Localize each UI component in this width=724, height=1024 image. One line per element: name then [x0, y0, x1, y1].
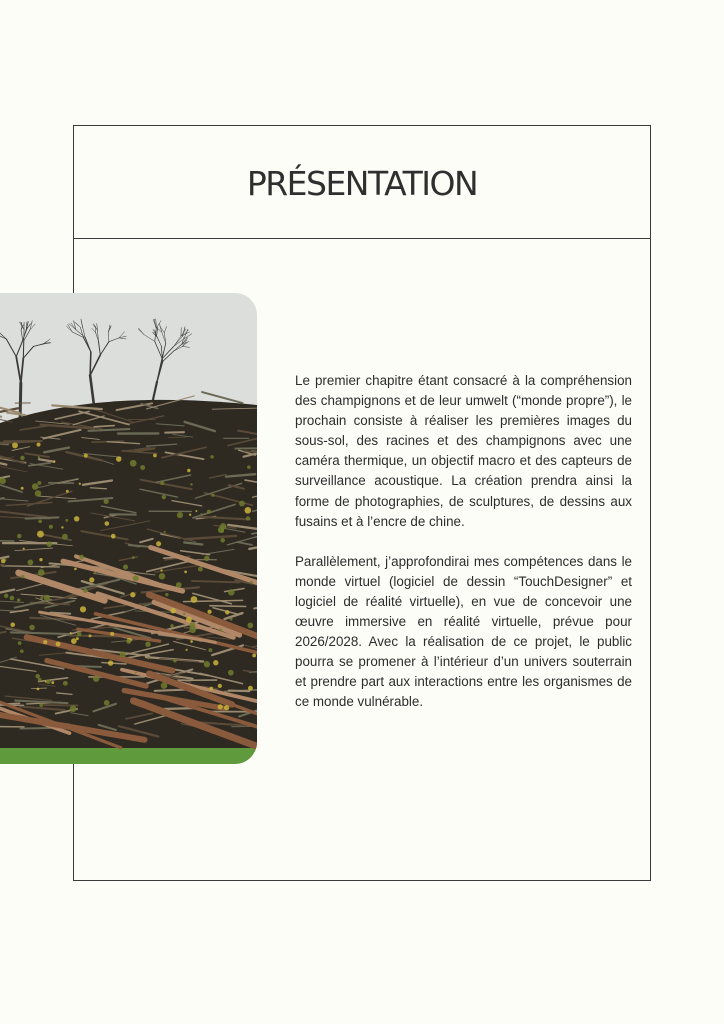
- leaf: [77, 632, 82, 637]
- leaf: [209, 687, 213, 691]
- leaf: [210, 455, 213, 458]
- leaf: [147, 657, 149, 659]
- leaf: [43, 640, 47, 644]
- leaf: [63, 681, 68, 686]
- leaf: [190, 483, 193, 486]
- leaf: [80, 606, 86, 612]
- leaf: [38, 456, 40, 458]
- leaf: [156, 541, 161, 546]
- title-box: [74, 126, 650, 239]
- leaf: [177, 512, 183, 518]
- leaf: [12, 442, 18, 448]
- leaf: [183, 613, 185, 615]
- leaf: [76, 637, 79, 640]
- leaf: [145, 641, 151, 647]
- presentation-text: [295, 371, 632, 733]
- paragraph-1: Le premier chapitre étant consacré à la compréhension des champignons et de leur umwelt (“monde propre”), le prochain consiste à réaliser les premières images du sous-sol, des racines et des champignons avec une caméra thermique, un objectif macro et des capteurs de surveillance acoustique. La création prendra ainsi la forme de photographies, de sculptures, de dessins aux fusains et à l’encre de chine.: [295, 373, 632, 529]
- leaf: [186, 617, 192, 623]
- leaf: [123, 565, 128, 570]
- leaf: [170, 624, 174, 628]
- leaf: [74, 516, 79, 521]
- leaf: [37, 481, 41, 485]
- leaf: [21, 575, 25, 579]
- leaf: [17, 598, 20, 601]
- leaf: [140, 465, 145, 470]
- leaf: [176, 582, 182, 588]
- leaf: [32, 483, 38, 489]
- leaf: [224, 705, 229, 710]
- leaf: [28, 560, 34, 566]
- leaf: [164, 531, 166, 533]
- leaf: [61, 526, 63, 528]
- leaf: [20, 649, 24, 653]
- leaf: [204, 556, 210, 562]
- leaf: [204, 661, 210, 667]
- leaf: [161, 682, 168, 689]
- leaf: [252, 654, 256, 658]
- leaf: [39, 703, 43, 707]
- leaf: [207, 610, 211, 614]
- leaf: [17, 534, 21, 538]
- leaf: [153, 454, 157, 458]
- leaf: [110, 632, 114, 636]
- leaf: [104, 700, 110, 706]
- leaf: [89, 577, 94, 582]
- leaf: [187, 469, 190, 472]
- leaf: [66, 490, 69, 493]
- leaf: [39, 558, 42, 561]
- leaf: [20, 456, 25, 461]
- leaf: [248, 686, 253, 691]
- leaf: [10, 596, 15, 601]
- leaf: [36, 442, 40, 446]
- leaf: [108, 660, 113, 665]
- leaf: [71, 638, 77, 644]
- leaf: [49, 525, 53, 529]
- pile-twig: [26, 517, 59, 518]
- leaf: [200, 513, 202, 515]
- leaf: [51, 681, 54, 684]
- leaf: [211, 494, 214, 497]
- pile-twig: [21, 728, 51, 729]
- leaf: [230, 618, 233, 621]
- leaf: [239, 501, 245, 507]
- leaf: [56, 642, 61, 647]
- leaf: [130, 592, 135, 597]
- leaf: [160, 481, 164, 485]
- leaf: [225, 610, 229, 614]
- leaf: [65, 519, 68, 522]
- leaf: [89, 634, 92, 637]
- leaf: [219, 629, 222, 632]
- leaf: [133, 575, 139, 581]
- leaf: [10, 622, 15, 627]
- leaf: [208, 648, 212, 652]
- leaf: [79, 483, 81, 485]
- leaf: [105, 521, 110, 526]
- leaf: [70, 705, 77, 712]
- leaf: [213, 660, 218, 665]
- leaf: [190, 640, 193, 643]
- leaf: [191, 596, 198, 603]
- leaf: [84, 454, 88, 458]
- leaf: [70, 632, 72, 634]
- leaf: [23, 548, 25, 550]
- leaf: [38, 519, 42, 523]
- leaf: [93, 675, 99, 681]
- leaf: [35, 490, 41, 496]
- leaf: [189, 514, 191, 516]
- leaf: [18, 641, 22, 645]
- leaf: [160, 569, 162, 571]
- leaf: [62, 534, 68, 540]
- leaf: [83, 588, 88, 593]
- leaf: [228, 589, 235, 596]
- paragraph-2: Parallèlement, j’approfondirai mes compétences dans le monde virtuel (logiciel de dessin “TouchDesigner” et logiciel de réalité virtuelle), en vue de concevoir une œuvre immersive en réalité virtuelle, prévue pour 2026/2028. Avec la réalisation de ce projet, le public pourra se promener à l’intérieur d’un univers souterrain et prendre part aux interactions entre les organismes de ce monde vulnérable.: [295, 553, 632, 710]
- leaf: [38, 569, 45, 576]
- leaf: [228, 670, 234, 676]
- leaf: [221, 529, 224, 532]
- leaf: [79, 555, 84, 560]
- leaf: [116, 456, 121, 461]
- leaf: [126, 639, 131, 644]
- leaf: [94, 572, 96, 574]
- pile-twig: [229, 691, 249, 692]
- pile-twig: [210, 606, 246, 607]
- leaf: [162, 495, 166, 499]
- leaf: [35, 674, 39, 678]
- branch-pile-illustration: [0, 293, 257, 764]
- leaf: [1, 559, 5, 563]
- leaf: [218, 704, 223, 709]
- leaf: [220, 538, 225, 543]
- branch-pile-photo: [0, 293, 257, 764]
- leaf: [38, 678, 42, 682]
- leaf: [120, 651, 126, 657]
- leaf: [37, 688, 40, 691]
- leaf: [132, 556, 135, 559]
- leaf: [165, 593, 168, 596]
- leaf: [211, 615, 213, 617]
- leaf: [185, 649, 187, 651]
- pile-twig: [0, 541, 14, 542]
- leaf: [74, 568, 77, 571]
- leaf: [104, 499, 109, 504]
- leaf: [247, 622, 253, 628]
- leaf: [173, 659, 176, 662]
- leaf: [46, 679, 51, 684]
- leaf: [47, 541, 53, 547]
- leaf: [247, 465, 251, 469]
- leaf: [111, 534, 116, 539]
- leaf: [159, 573, 166, 580]
- tree-branch: [90, 352, 91, 375]
- leaf: [44, 595, 50, 601]
- leaf: [245, 507, 252, 514]
- leaf: [207, 510, 211, 514]
- leaf: [250, 581, 253, 584]
- leaf: [37, 531, 44, 538]
- leaf: [40, 596, 43, 599]
- leaf: [135, 672, 137, 674]
- leaf: [218, 684, 222, 688]
- leaf: [29, 625, 34, 630]
- leaf: [184, 571, 187, 574]
- leaf: [246, 516, 250, 520]
- leaf: [130, 460, 137, 467]
- leaf: [198, 567, 203, 572]
- leaf: [4, 594, 8, 598]
- leaf: [53, 460, 55, 462]
- leaf: [195, 510, 197, 512]
- leaf: [189, 622, 195, 628]
- leaf: [21, 487, 24, 490]
- page-title: PRÉSENTATION: [246, 163, 478, 203]
- leaf: [170, 608, 175, 613]
